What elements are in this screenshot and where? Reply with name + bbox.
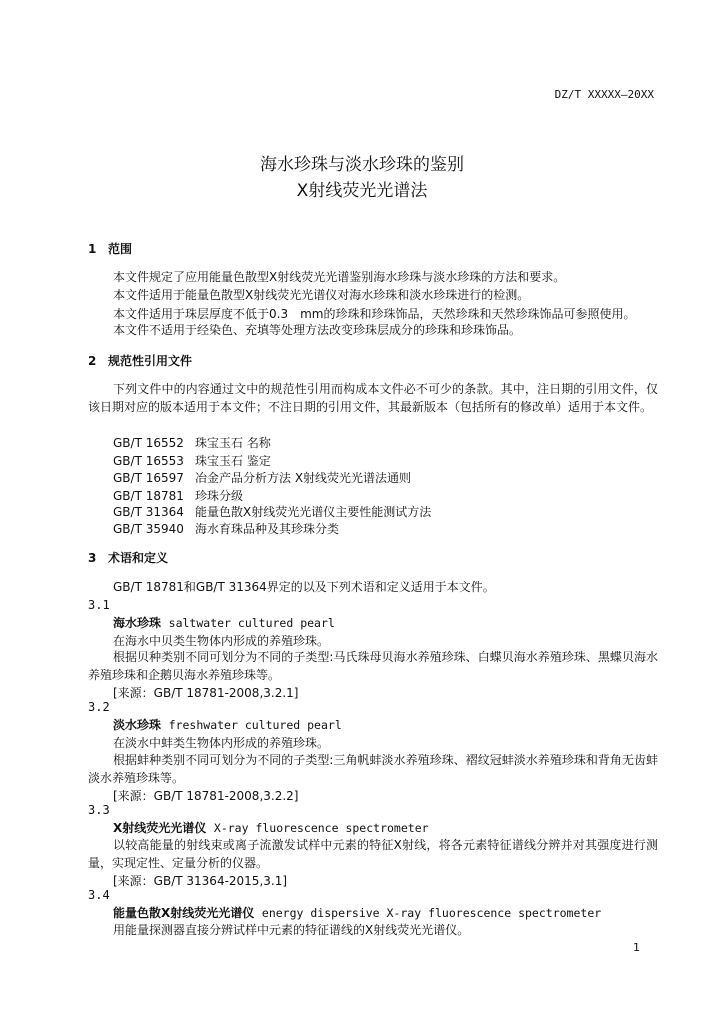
section-title: 范围 <box>108 242 133 256</box>
section-title: 术语和定义 <box>108 551 169 565</box>
term-chinese: 淡水珍珠 <box>113 718 162 732</box>
term-definition: 以较高能量的射线束或离子流激发试样中元素的特征X射线，将各元素特征谱线分辨并对其强度进行测量，实现定性、定量分析的仪器。 <box>88 838 658 870</box>
term-chinese: 能量色散X射线荧光光谱仪 <box>113 906 255 920</box>
title-line-1: 海水珍珠与淡水珍珠的鉴别 <box>260 155 464 175</box>
reference-item <box>113 469 411 486</box>
term-english: freshwater cultured pearl <box>168 718 342 732</box>
reference-title: 珍珠分级 <box>195 489 244 503</box>
page-number: 1 <box>633 941 640 954</box>
term-note: 根据贝种类别不同可划分为不同的子类型:马氏珠母贝海水养殖珍珠、白蝶贝海水养殖珍珠、黑蝶贝海水养殖珍珠和企鹅贝海水养殖珍珠等。 <box>88 650 658 682</box>
term-english: X-ray fluorescence spectrometer <box>213 821 429 835</box>
term-number: 3.3 <box>88 803 110 817</box>
term-source: [来源：GB/T 18781-2008,3.2.1] <box>113 686 299 700</box>
section-title: 规范性引用文件 <box>108 354 193 368</box>
term-definition: 用能量探测器直接分辨试样中元素的特征谱线的X射线荧光光谱仪。 <box>113 923 470 937</box>
scope-paragraph-3: 本文件适用于珠层厚度不低于0.3 mm的珍珠和珍珠饰品，天然珍珠和天然珍珠饰品可参照使用。 <box>113 307 636 321</box>
reference-item <box>113 503 431 520</box>
reference-title: 冶金产品分析方法 X射线荧光光谱法通则 <box>195 471 412 485</box>
reference-title: 珠宝玉石 鉴定 <box>195 454 271 468</box>
section-number: 1 <box>88 242 97 256</box>
reference-code: GB/T 16597 <box>113 471 184 485</box>
term-definition: 在海水中贝类生物体内形成的养殖珍珠。 <box>113 634 330 648</box>
term-chinese: 海水珍珠 <box>113 616 162 630</box>
term-number: 3.1 <box>88 598 110 612</box>
term-heading <box>113 614 335 631</box>
term-heading <box>113 904 601 921</box>
references-intro: 下列文件中的内容通过文中的规范性引用而构成本文件必不可少的条款。其中，注日期的引用文件，仅该日期对应的版本适用于本文件；不注日期的引用文件，其最新版本（包括所有的修改单）适用于本文件。 <box>88 382 658 414</box>
term-heading <box>113 819 429 836</box>
section-2-heading <box>88 352 192 369</box>
section-3-heading <box>88 549 168 566</box>
title-line-2: X射线荧光光谱法 <box>296 181 428 201</box>
scope-paragraph-2: 本文件适用于能量色散型X射线荧光光谱仪对海水珍珠和淡水珍珠进行的检测。 <box>113 288 530 302</box>
term-definition: 在淡水中蚌类生物体内形成的养殖珍珠。 <box>113 736 330 750</box>
term-source: [来源：GB/T 18781-2008,3.2.2] <box>113 789 299 803</box>
reference-title: 能量色散X射线荧光光谱仪主要性能测试方法 <box>195 505 432 519</box>
reference-code: GB/T 31364 <box>113 505 184 519</box>
reference-item <box>113 520 339 537</box>
reference-code: GB/T 35940 <box>113 522 184 536</box>
reference-title: 珠宝玉石 名称 <box>195 436 271 450</box>
document-number: DZ/T XXXXX—20XX <box>554 88 654 101</box>
reference-code: GB/T 18781 <box>113 489 184 503</box>
section-number: 3 <box>88 551 97 565</box>
term-heading <box>113 716 342 733</box>
reference-code: GB/T 16552 <box>113 436 184 450</box>
reference-item <box>113 452 271 469</box>
term-chinese: X射线荧光光谱仪 <box>113 821 207 835</box>
term-number: 3.4 <box>88 888 110 902</box>
reference-item <box>113 487 243 504</box>
scope-paragraph-1: 本文件规定了应用能量色散型X射线荧光光谱鉴别海水珍珠与淡水珍珠的方法和要求。 <box>113 270 566 284</box>
section-1-heading <box>88 240 132 257</box>
term-note: 根据蚌种类别不同可划分为不同的子类型:三角帆蚌淡水养殖珍珠、褶纹冠蚌淡水养殖珍珠和背角无齿蚌淡水养殖珍珠等。 <box>88 753 658 785</box>
reference-title: 海水育珠品种及其珍珠分类 <box>195 522 340 536</box>
term-number: 3.2 <box>88 700 110 714</box>
reference-item <box>113 434 271 451</box>
term-english: energy dispersive X-ray fluorescence spectrometer <box>261 906 602 920</box>
scope-paragraph-4: 本文件不适用于经染色、充填等处理方法改变珍珠层成分的珍珠和珍珠饰品。 <box>113 323 522 337</box>
terms-intro: GB/T 18781和GB/T 31364界定的以及下列术语和定义适用于本文件。 <box>113 580 495 594</box>
term-source: [来源：GB/T 31364-2015,3.1] <box>113 874 288 888</box>
reference-code: GB/T 16553 <box>113 454 184 468</box>
section-number: 2 <box>88 354 97 368</box>
term-english: saltwater cultured pearl <box>168 616 335 630</box>
